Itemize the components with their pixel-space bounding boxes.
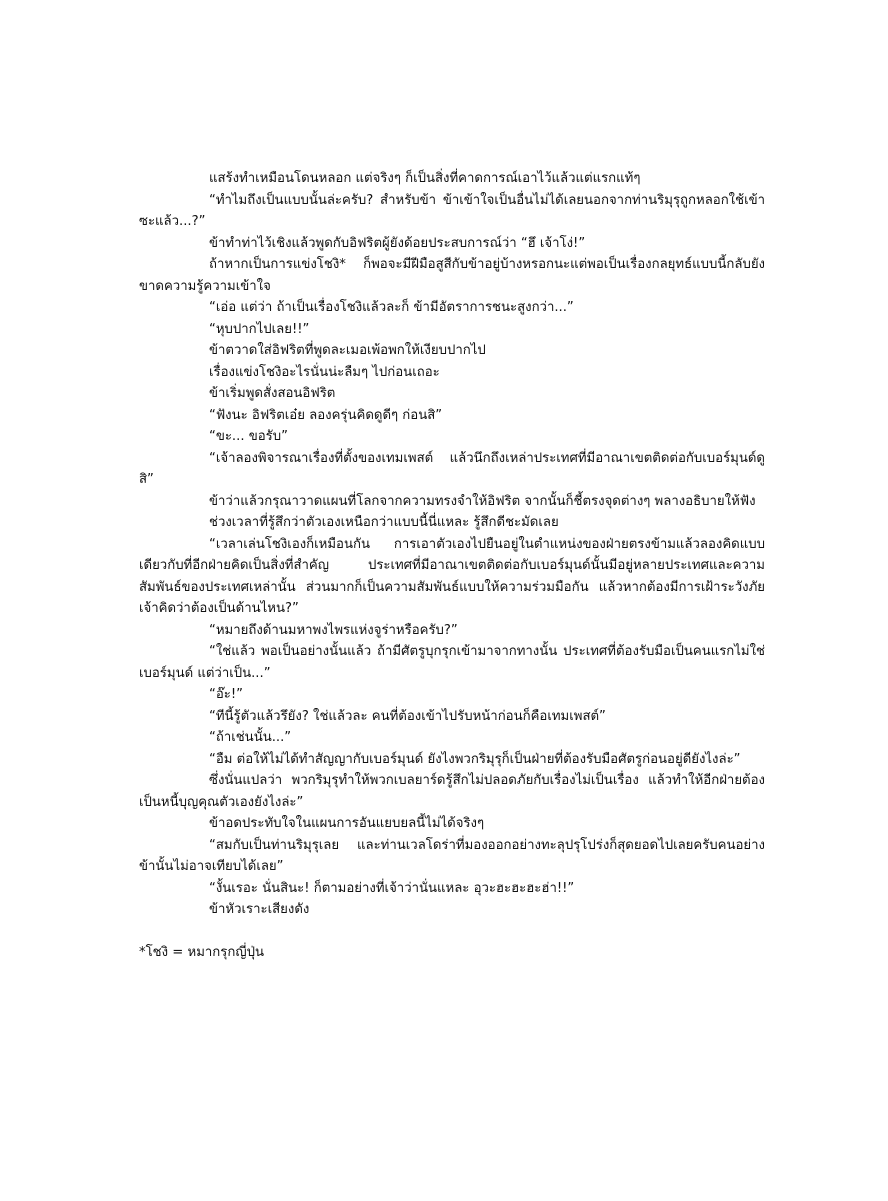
paragraph: ช่วงเวลาที่รู้สึกว่าตัวเองเหนือกว่าแบบนี้นี่แหละ รู้สึกดีชะมัดเลย — [209, 515, 559, 530]
paragraph: “ขะ... ขอรับ” — [209, 429, 288, 444]
paragraph: ถ้าหากเป็นการแข่งโชงิ* ก็พอจะมีฝีมือสูสีกับข้าอยู่บ้างหรอกนะแต่พอเป็นเรื่องกลยุทธ์แบบนี้กลับยังขาดความรู้ความเข้าใจ — [139, 257, 765, 294]
paragraph: “งั้นเรอะ นั่นสินะ! ก็ตามอย่างที่เจ้าว่านั่นแหละ อุวะฮะฮะฮะฮ่า!!” — [209, 880, 575, 896]
paragraph: “หมายถึงด้านมหาพงไพรแห่งจูร่าหรือครับ?” — [209, 622, 458, 638]
paragraph: ข้าตวาดใส่อิฟริตที่พูดละเมอเพ้อพกให้เงียบปากไป — [209, 343, 486, 358]
paragraph: “สมกับเป็นท่านริมุรุเลย และท่านเวลโดร่าที่มองออกอย่างทะลุปรุโปร่งก็สุดยอดไปเลยครับคนอย่างข้านั้นไม่อาจเทียบได้เลย” — [139, 837, 765, 874]
paragraph: “เวลาเล่นโชงิเองก็เหมือนกัน การเอาตัวเองไปยืนอยู่ในตำแหน่งของฝ่ายตรงข้ามแล้วลองคิดแบบเดียวกับที่อีกฝ่ายคิดเป็นสิ่งที่สำคัญ ประเทศที่มีอาณาเขตติดต่อกับเบอร์มุนด์นั้นมีอยู่หลายประเทศและความสัมพันธ์ของประเทศเหล่านั้น ส่วนมากก็เป็นความสัมพันธ์แบบให้ความร่วมมือกัน แล้วหากต้องมีการเฝ้าระวังภัยเจ้าคิดว่าต้องเป็นด้านไหน?” — [139, 536, 765, 616]
paragraph: ข้าทำท่าไว้เชิงแล้วพูดกับอิฟริตผู้ยังด้อยประสบการณ์ว่า “ฮึ เจ้าโง่!” — [209, 235, 586, 251]
paragraph: ข้าหัวเราะเสียงดัง — [209, 902, 310, 917]
footnote: *โชงิ = หมากรุกญี่ปุ่น — [139, 944, 264, 960]
paragraph: “อ๊ะ!” — [209, 687, 243, 702]
paragraph: “เอ่อ แต่ว่า ถ้าเป็นเรื่องโชงิแล้วละก็ ข้ามีอัตราการชนะสูงกว่า...” — [209, 300, 574, 315]
paragraph: “ฟังนะ อิฟริตเอ๋ย ลองครุ่นคิดดูดีๆ ก่อนสิ” — [209, 407, 443, 423]
paragraph: “หุบปากไปเลย!!” — [209, 321, 310, 337]
paragraph: ข้าอดประทับใจในแผนการอันแยบยลนี้ไม่ได้จริงๆ — [209, 816, 485, 831]
paragraph: แสร้งทำเหมือนโดนหลอก แต่จริงๆ ก็เป็นสิ่งที่คาดการณ์เอาไว้แล้วแต่แรกแท้ๆ — [209, 171, 641, 186]
footnote-spacer — [139, 921, 765, 942]
paragraph: ข้าเริ่มพูดสั่งสอนอิฟริต — [209, 386, 336, 401]
paragraph: ซึ่งนั่นแปลว่า พวกริมุรุทำให้พวกเบลยาร์ดรู้สึกไม่ปลอดภัยกับเรื่องไม่เป็นเรื่อง แล้วทำให้อีกฝ่ายต้องเป็นหนี้บุญคุณตัวเองยังไงล่ะ” — [139, 773, 765, 810]
paragraph: “ทำไมถึงเป็นแบบนั้นล่ะครับ? สำหรับข้า ข้าเข้าใจเป็นอื่นไม่ได้เลยนอกจากท่านริมุรุถูกหลอกใช้เข้าซะแล้ว...?” — [139, 192, 765, 229]
paragraph: “ใช่แล้ว พอเป็นอย่างนั้นแล้ว ถ้ามีศัตรูบุกรุกเข้ามาจากทางนั้น ประเทศที่ต้องรับมือเป็นคนแรกไม่ใช่เบอร์มุนด์ แต่ว่าเป็น...” — [139, 644, 765, 681]
paragraph: เรื่องแข่งโชงิอะไรนั่นน่ะลืมๆ ไปก่อนเถอะ — [209, 364, 440, 380]
paragraph: ข้าว่าแล้วกรุณาวาดแผนที่โลกจากความทรงจำให้อิฟริต จากนั้นก็ชี้ตรงจุดต่างๆ พลางอธิบายให้ฟัง — [209, 493, 756, 509]
paragraph: “ทีนี้รู้ตัวแล้วรึยัง? ใช่แล้วละ คนที่ต้องเข้าไปรับหน้าก่อนก็คือเทมเพสต์” — [209, 708, 606, 724]
paragraph: “ถ้าเช่นนั้น...” — [209, 730, 292, 745]
paragraph: “เจ้าลองพิจารณาเรื่องที่ตั้งของเทมเพสต์ แล้วนึกถึงเหล่าประเทศที่มีอาณาเขตติดต่อกับเบอร์มุนด์ดูสิ” — [139, 450, 765, 487]
paragraph: “อืม ต่อให้ไม่ได้ทำสัญญากับเบอร์มุนด์ ยังไงพวกริมุรุก็เป็นฝ่ายที่ต้องรับมือศัตรูก่อนอยู่ดียังไงล่ะ” — [209, 751, 741, 767]
document-page — [139, 168, 765, 963]
